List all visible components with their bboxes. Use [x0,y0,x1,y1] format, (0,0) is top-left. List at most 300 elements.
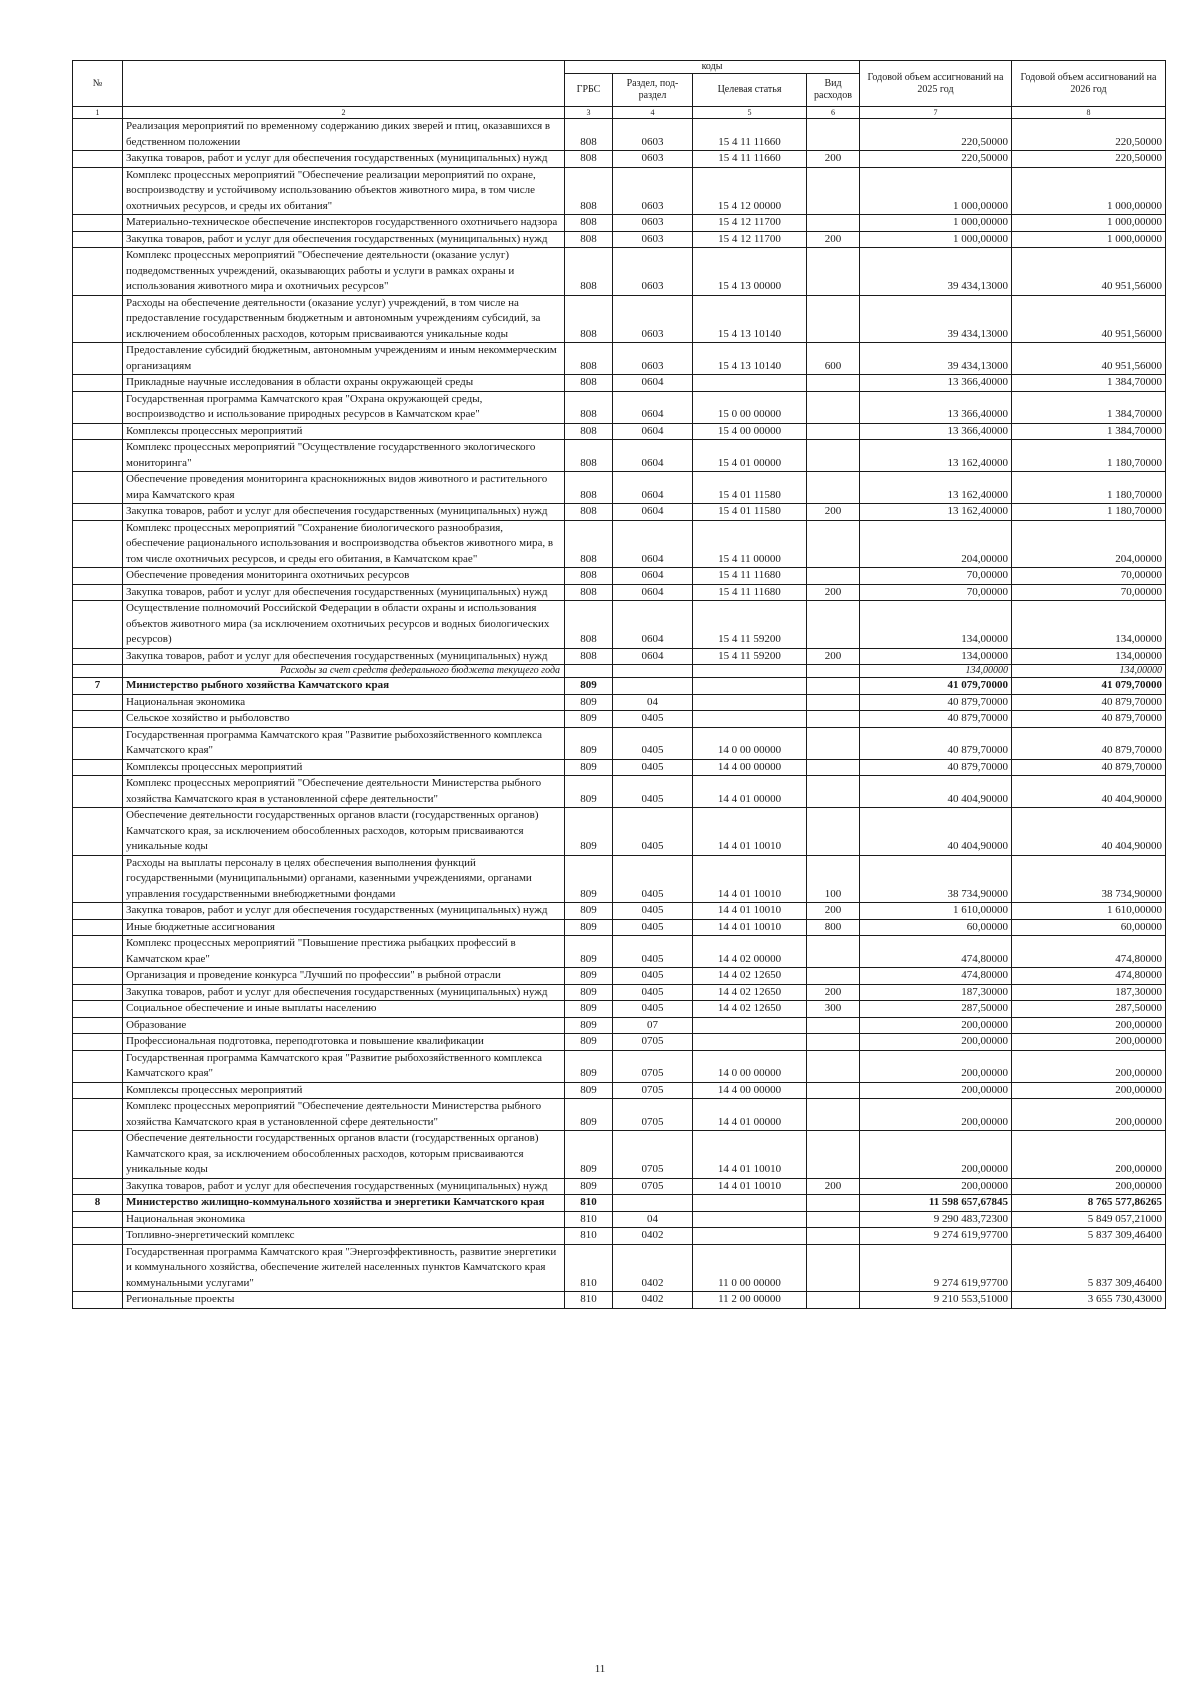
cell-section: 0604 [613,375,693,392]
cell-expense-type [807,119,860,151]
cell-grbs: 809 [565,727,613,759]
cell-name: Расходы на выплаты персоналу в целях обеспечения выполнения функций государственными (муниципальными) органами, казенными учреждениями, органами управления государственными внебюджетными фондами [123,855,565,903]
cell-expense-type: 200 [807,231,860,248]
cell-volume-2026: 40 404,90000 [1012,808,1166,856]
table-row [73,968,1166,985]
table-row [73,215,1166,232]
cell-expense-type [807,601,860,649]
cell-target-article: 15 4 13 10140 [693,343,807,375]
table-row [73,504,1166,521]
cell-name: Комплекс процессных мероприятий "Обеспечение деятельности (оказание услуг) подведомственных учреждений, оказывающих работы и услуги в рамках охраны и использования животного мира и охотничьих ресурсов" [123,248,565,296]
cell-grbs: 808 [565,215,613,232]
cell-section: 0705 [613,1034,693,1051]
cell-expense-type [807,568,860,585]
cell-number [73,440,123,472]
cell-grbs: 808 [565,520,613,568]
cell-volume-2025: 200,00000 [860,1082,1012,1099]
cell-grbs: 808 [565,391,613,423]
cell-section: 0603 [613,231,693,248]
cell-section: 0604 [613,648,693,665]
cell-target-article: 14 4 01 10010 [693,903,807,920]
cell-volume-2025: 200,00000 [860,1099,1012,1131]
cell-expense-type [807,440,860,472]
cell-expense-type: 300 [807,1001,860,1018]
cell-target-article [693,1228,807,1245]
cell-number [73,167,123,215]
cell-volume-2026: 41 079,70000 [1012,678,1166,695]
cell-volume-2025: 204,00000 [860,520,1012,568]
cell-target-article: 15 4 11 11680 [693,584,807,601]
cell-expense-type [807,694,860,711]
cell-expense-type: 200 [807,1178,860,1195]
cell-volume-2026: 40 951,56000 [1012,295,1166,343]
cell-name: Закупка товаров, работ и услуг для обеспечения государственных (муниципальных) нужд [123,984,565,1001]
budget-table-page [72,60,1165,1309]
cell-volume-2026: 60,00000 [1012,919,1166,936]
cell-volume-2025: 220,50000 [860,151,1012,168]
cell-target-article: 14 4 02 00000 [693,936,807,968]
cell-number [73,665,123,678]
cell-volume-2025: 13 162,40000 [860,440,1012,472]
cell-grbs: 810 [565,1228,613,1245]
cell-name: Топливно-энергетический комплекс [123,1228,565,1245]
table-header [73,61,1166,119]
cell-name: Региональные проекты [123,1292,565,1309]
cell-volume-2025: 134,00000 [860,601,1012,649]
cell-expense-type [807,1017,860,1034]
cell-number [73,1050,123,1082]
cell-grbs: 808 [565,295,613,343]
cell-target-article: 15 4 13 00000 [693,248,807,296]
cell-section: 0604 [613,601,693,649]
cell-target-article: 15 4 01 11580 [693,472,807,504]
cell-grbs: 808 [565,440,613,472]
cell-number: 8 [73,1195,123,1212]
cell-section: 04 [613,1211,693,1228]
cell-grbs: 808 [565,343,613,375]
cell-grbs: 809 [565,1178,613,1195]
cell-section [613,678,693,695]
cell-section: 0604 [613,423,693,440]
cell-section: 0405 [613,808,693,856]
cell-number [73,215,123,232]
cell-section: 0604 [613,440,693,472]
cell-expense-type [807,1228,860,1245]
cell-number [73,1001,123,1018]
header-grbs: ГРБС [565,74,613,107]
cell-target-article: 11 2 00 00000 [693,1292,807,1309]
cell-expense-type: 200 [807,584,860,601]
column-number: 5 [693,107,807,119]
cell-volume-2026: 1 384,70000 [1012,391,1166,423]
cell-volume-2025: 11 598 657,67845 [860,1195,1012,1212]
cell-number [73,936,123,968]
cell-expense-type [807,248,860,296]
cell-target-article: 11 0 00 00000 [693,1244,807,1292]
cell-section: 0604 [613,584,693,601]
cell-volume-2025: 39 434,13000 [860,295,1012,343]
cell-volume-2026: 1 180,70000 [1012,504,1166,521]
cell-name: Закупка товаров, работ и услуг для обеспечения государственных (муниципальных) нужд [123,231,565,248]
cell-volume-2025: 40 879,70000 [860,694,1012,711]
page-number: 11 [594,1663,606,1675]
cell-grbs: 808 [565,151,613,168]
cell-grbs: 809 [565,984,613,1001]
cell-volume-2026: 1 384,70000 [1012,375,1166,392]
cell-volume-2025: 200,00000 [860,1034,1012,1051]
cell-volume-2025: 40 879,70000 [860,711,1012,728]
cell-expense-type: 200 [807,648,860,665]
cell-name: Закупка товаров, работ и услуг для обеспечения государственных (муниципальных) нужд [123,151,565,168]
cell-expense-type [807,167,860,215]
cell-number [73,1178,123,1195]
cell-name: Социальное обеспечение и иные выплаты населению [123,1001,565,1018]
cell-volume-2025: 474,80000 [860,968,1012,985]
cell-target-article [693,1211,807,1228]
table-row [73,1228,1166,1245]
cell-section: 0405 [613,968,693,985]
cell-grbs: 809 [565,1050,613,1082]
cell-target-article: 14 4 01 10010 [693,1131,807,1179]
table-row [73,984,1166,1001]
table-row [73,1050,1166,1082]
cell-volume-2026: 38 734,90000 [1012,855,1166,903]
cell-grbs: 808 [565,248,613,296]
ministry-row [73,678,1166,695]
cell-section: 0603 [613,151,693,168]
cell-volume-2025: 1 610,00000 [860,903,1012,920]
cell-volume-2026: 40 404,90000 [1012,776,1166,808]
cell-name: Осуществление полномочий Российской Федерации в области охраны и использования объектов животного мира (за исключением охотничьих ресурсов и водных биологических ресурсов) [123,601,565,649]
cell-expense-type: 200 [807,151,860,168]
cell-target-article: 15 4 12 11700 [693,215,807,232]
cell-section: 0405 [613,919,693,936]
cell-number [73,391,123,423]
cell-section: 0603 [613,215,693,232]
federal-subtotal-row [73,665,1166,678]
cell-section: 0604 [613,568,693,585]
cell-name: Министерство рыбного хозяйства Камчатского края [123,678,565,695]
cell-target-article [693,694,807,711]
cell-section: 0402 [613,1228,693,1245]
table-row [73,1099,1166,1131]
cell-grbs: 810 [565,1292,613,1309]
cell-section: 0405 [613,1001,693,1018]
cell-volume-2026: 200,00000 [1012,1034,1166,1051]
cell-volume-2025: 134,00000 [860,665,1012,678]
cell-grbs: 809 [565,694,613,711]
cell-name: Материально-техническое обеспечение инспекторов государственного охотничьего надзора [123,215,565,232]
cell-grbs: 808 [565,504,613,521]
cell-expense-type [807,776,860,808]
cell-grbs: 809 [565,1001,613,1018]
cell-section: 0603 [613,119,693,151]
cell-expense-type [807,665,860,678]
cell-volume-2026: 5 849 057,21000 [1012,1211,1166,1228]
cell-section: 0603 [613,343,693,375]
cell-name: Комплексы процессных мероприятий [123,759,565,776]
cell-volume-2026: 1 384,70000 [1012,423,1166,440]
cell-target-article [693,678,807,695]
table-row [73,1178,1166,1195]
cell-volume-2025: 200,00000 [860,1050,1012,1082]
cell-grbs: 808 [565,568,613,585]
cell-expense-type [807,1099,860,1131]
cell-number [73,601,123,649]
cell-volume-2025: 70,00000 [860,584,1012,601]
cell-name: Государственная программа Камчатского края "Энергоэффективность, развитие энергетики и коммунального хозяйства, обеспечение жителей населенных пунктов Камчатского края коммунальными услугами" [123,1244,565,1292]
cell-grbs [565,665,613,678]
table-row [73,167,1166,215]
cell-number [73,1034,123,1051]
cell-section: 0604 [613,391,693,423]
cell-number [73,520,123,568]
table-row [73,472,1166,504]
cell-grbs: 809 [565,776,613,808]
table-row [73,855,1166,903]
table-row [73,1292,1166,1309]
cell-grbs: 809 [565,968,613,985]
cell-expense-type [807,1082,860,1099]
cell-grbs: 809 [565,1099,613,1131]
cell-name: Закупка товаров, работ и услуг для обеспечения государственных (муниципальных) нужд [123,903,565,920]
cell-expense-type [807,391,860,423]
table-row [73,1131,1166,1179]
cell-expense-type [807,936,860,968]
cell-volume-2025: 134,00000 [860,648,1012,665]
cell-expense-type: 800 [807,919,860,936]
cell-volume-2025: 200,00000 [860,1017,1012,1034]
cell-number [73,343,123,375]
cell-number [73,808,123,856]
cell-grbs: 808 [565,601,613,649]
table-row [73,1017,1166,1034]
cell-expense-type [807,727,860,759]
cell-expense-type: 100 [807,855,860,903]
cell-volume-2026: 40 879,70000 [1012,711,1166,728]
cell-name: Прикладные научные исследования в области охраны окружающей среды [123,375,565,392]
cell-grbs: 808 [565,423,613,440]
cell-number [73,504,123,521]
cell-volume-2025: 1 000,00000 [860,231,1012,248]
cell-target-article [693,665,807,678]
table-row [73,568,1166,585]
cell-volume-2026: 474,80000 [1012,968,1166,985]
table-row [73,648,1166,665]
column-number: 1 [73,107,123,119]
cell-volume-2025: 220,50000 [860,119,1012,151]
cell-expense-type [807,472,860,504]
header-expense-type: Вид расходов [807,74,860,107]
cell-volume-2026: 5 837 309,46400 [1012,1228,1166,1245]
cell-volume-2026: 40 879,70000 [1012,727,1166,759]
cell-number [73,648,123,665]
cell-volume-2026: 40 951,56000 [1012,343,1166,375]
cell-section: 0705 [613,1099,693,1131]
cell-volume-2026: 1 610,00000 [1012,903,1166,920]
cell-name: Закупка товаров, работ и услуг для обеспечения государственных (муниципальных) нужд [123,504,565,521]
table-row [73,248,1166,296]
cell-number [73,295,123,343]
cell-target-article: 14 4 01 00000 [693,776,807,808]
cell-number [73,1131,123,1179]
cell-expense-type [807,520,860,568]
cell-number: 7 [73,678,123,695]
cell-section: 0405 [613,936,693,968]
cell-target-article: 14 4 00 00000 [693,759,807,776]
cell-name: Комплексы процессных мероприятий [123,423,565,440]
cell-target-article [693,1195,807,1212]
cell-name: Государственная программа Камчатского края "Охрана окружающей среды, воспроизводство и использование природных ресурсов в Камчатском крае" [123,391,565,423]
cell-target-article: 14 4 01 10010 [693,1178,807,1195]
cell-volume-2026: 1 000,00000 [1012,231,1166,248]
cell-name: Сельское хозяйство и рыболовство [123,711,565,728]
cell-number [73,1244,123,1292]
cell-target-article: 15 4 11 59200 [693,648,807,665]
cell-grbs: 809 [565,903,613,920]
cell-number [73,776,123,808]
cell-number [73,584,123,601]
cell-grbs: 808 [565,167,613,215]
cell-volume-2026: 287,50000 [1012,1001,1166,1018]
cell-volume-2025: 187,30000 [860,984,1012,1001]
cell-name: Обеспечение проведения мониторинга краснокнижных видов животного и растительного мира Камчатского края [123,472,565,504]
cell-name: Реализация мероприятий по временному содержанию диких зверей и птиц, оказавшихся в бедственном положении [123,119,565,151]
cell-number [73,231,123,248]
cell-grbs: 808 [565,231,613,248]
cell-volume-2025: 60,00000 [860,919,1012,936]
cell-expense-type: 200 [807,984,860,1001]
cell-name: Закупка товаров, работ и услуг для обеспечения государственных (муниципальных) нужд [123,648,565,665]
cell-expense-type [807,215,860,232]
cell-volume-2025: 41 079,70000 [860,678,1012,695]
cell-volume-2026: 200,00000 [1012,1082,1166,1099]
table-row [73,1211,1166,1228]
cell-volume-2025: 39 434,13000 [860,343,1012,375]
column-number: 8 [1012,107,1166,119]
cell-target-article: 14 4 01 10010 [693,808,807,856]
cell-section: 0402 [613,1292,693,1309]
cell-name: Национальная экономика [123,694,565,711]
cell-volume-2025: 9 290 483,72300 [860,1211,1012,1228]
cell-section: 0705 [613,1131,693,1179]
cell-target-article: 15 4 11 11660 [693,151,807,168]
table-row [73,423,1166,440]
cell-section: 0405 [613,727,693,759]
header-target-article: Целевая статья [693,74,807,107]
table-row [73,919,1166,936]
cell-volume-2026: 187,30000 [1012,984,1166,1001]
cell-volume-2025: 70,00000 [860,568,1012,585]
cell-number [73,759,123,776]
cell-number [73,903,123,920]
cell-name: Комплекс процессных мероприятий "Сохранение биологического разнообразия, обеспечение рационального использования и воспроизводства объектов животного мира, в том числе охотничьих ресурсов, и среды его обитания, в Камчатском крае" [123,520,565,568]
cell-number [73,248,123,296]
table-row [73,119,1166,151]
column-number: 4 [613,107,693,119]
cell-volume-2026: 1 180,70000 [1012,440,1166,472]
cell-volume-2025: 200,00000 [860,1178,1012,1195]
cell-volume-2025: 13 366,40000 [860,375,1012,392]
cell-number [73,919,123,936]
cell-number [73,711,123,728]
cell-section: 0604 [613,520,693,568]
cell-target-article: 14 4 02 12650 [693,984,807,1001]
cell-number [73,375,123,392]
cell-volume-2026: 3 655 730,43000 [1012,1292,1166,1309]
cell-section: 04 [613,694,693,711]
column-number: 3 [565,107,613,119]
cell-grbs: 809 [565,1017,613,1034]
cell-volume-2026: 474,80000 [1012,936,1166,968]
cell-target-article: 15 4 00 00000 [693,423,807,440]
cell-volume-2025: 9 274 619,97700 [860,1228,1012,1245]
cell-number [73,1211,123,1228]
cell-expense-type [807,423,860,440]
cell-number [73,1228,123,1245]
header-volume-2025: Годовой объем ассигнований на 2025 год [860,61,1012,107]
cell-number [73,568,123,585]
cell-expense-type [807,375,860,392]
cell-volume-2025: 13 366,40000 [860,391,1012,423]
cell-grbs: 810 [565,1211,613,1228]
header-codes: коды [565,61,860,74]
cell-section: 0603 [613,295,693,343]
cell-grbs: 809 [565,678,613,695]
cell-target-article: 14 4 01 00000 [693,1099,807,1131]
cell-name: Комплекс процессных мероприятий "Обеспечение деятельности Министерства рыбного хозяйства Камчатского края в установленной сфере деятельности" [123,1099,565,1131]
table-row [73,759,1166,776]
cell-expense-type [807,678,860,695]
cell-volume-2025: 40 404,90000 [860,808,1012,856]
cell-volume-2025: 9 210 553,51000 [860,1292,1012,1309]
cell-volume-2026: 200,00000 [1012,1178,1166,1195]
cell-grbs: 809 [565,711,613,728]
cell-volume-2026: 1 180,70000 [1012,472,1166,504]
cell-number [73,984,123,1001]
cell-expense-type [807,1195,860,1212]
cell-grbs: 808 [565,472,613,504]
cell-number [73,151,123,168]
cell-name: Государственная программа Камчатского края "Развитие рыбохозяйственного комплекса Камчатского края" [123,1050,565,1082]
cell-section: 0604 [613,504,693,521]
table-row [73,694,1166,711]
cell-volume-2026: 200,00000 [1012,1017,1166,1034]
cell-name: Комплексы процессных мероприятий [123,1082,565,1099]
cell-number [73,694,123,711]
cell-target-article: 14 4 02 12650 [693,1001,807,1018]
cell-expense-type [807,968,860,985]
cell-grbs: 809 [565,919,613,936]
cell-volume-2026: 134,00000 [1012,601,1166,649]
cell-section: 0405 [613,984,693,1001]
cell-grbs: 809 [565,936,613,968]
cell-volume-2026: 134,00000 [1012,665,1166,678]
table-row [73,520,1166,568]
table-row [73,776,1166,808]
cell-grbs: 810 [565,1195,613,1212]
cell-target-article: 15 4 11 11660 [693,119,807,151]
cell-grbs: 808 [565,648,613,665]
table-row [73,343,1166,375]
cell-number [73,1017,123,1034]
cell-volume-2026: 40 951,56000 [1012,248,1166,296]
cell-target-article: 14 4 01 10010 [693,919,807,936]
table-row [73,1001,1166,1018]
cell-name: Министерство жилищно-коммунального хозяйства и энергетики Камчатского края [123,1195,565,1212]
table-row [73,936,1166,968]
table-row [73,151,1166,168]
